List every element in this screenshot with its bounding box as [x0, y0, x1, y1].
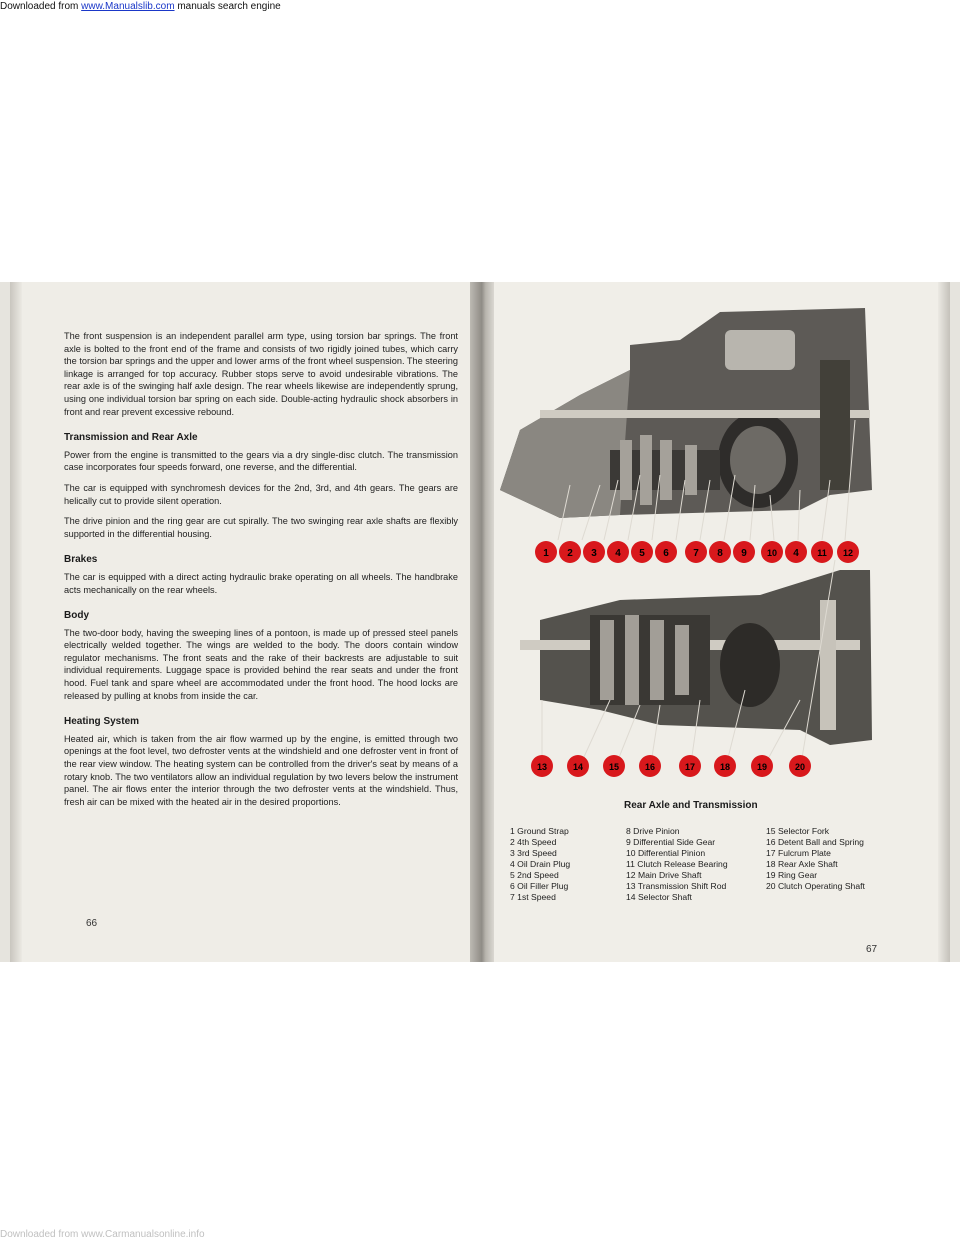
- section-paragraph: The car is equipped with a direct acting hydraulic brake operating on all wheels. The handbrake acts mechanically on the rear wheels.: [64, 571, 458, 595]
- callout-badge: [535, 541, 557, 563]
- section-heading: Brakes: [64, 554, 98, 566]
- lower-transmission-view: [520, 560, 872, 770]
- callout-label: 18: [719, 762, 731, 772]
- callout-label: 9: [741, 548, 747, 559]
- callout-label: 15: [608, 762, 620, 772]
- callout-badge: [685, 541, 707, 563]
- intro-paragraph: The front suspension is an independent parallel arm type, using torsion bar springs. The front axle is bolted to the front end of the frame and consists of two rigidly joined tubes, which carry the torsion bar springs and the upper and lower arms of the front wheel suspension. The steering linkage is arranged for top accuracy. Rubber stops serve to avoid undesirable vibrations. The rear axle is of the swinging half axle design. The rear wheels likewise are independently sprung, using one individual torsion bar spring on each side. Double-acting hydraulic shock absorbers in front and rear prevent excessive rebound.: [64, 331, 458, 417]
- callout-badge: [811, 541, 833, 563]
- legend-item: 1 Ground Strap: [510, 826, 569, 836]
- banner-suffix: manuals search engine: [177, 1, 281, 12]
- callout-badge: [655, 541, 677, 563]
- legend-column-3: [766, 826, 865, 892]
- legend-item: 2 4th Speed: [510, 837, 557, 847]
- legend-item: 5 2nd Speed: [510, 870, 559, 880]
- callout-badge: [567, 755, 589, 777]
- section-heading: Body: [64, 610, 89, 622]
- upper-transmission-view: [500, 308, 872, 540]
- callout-label: 1: [543, 548, 549, 559]
- callout-label: 4: [615, 548, 621, 559]
- left-page-edge: [10, 282, 22, 962]
- callout-label: 2: [567, 548, 573, 559]
- download-banner: [0, 0, 960, 14]
- callout-badge: [789, 755, 811, 777]
- legend-item: 18 Rear Axle Shaft: [766, 859, 838, 869]
- page-number-right: 67: [866, 944, 878, 955]
- legend-item: 9 Differential Side Gear: [626, 837, 716, 847]
- callout-label: 16: [644, 762, 656, 772]
- callout-badge: [639, 755, 661, 777]
- section-paragraph: Power from the engine is transmitted to the gears via a dry single-disc clutch. The transmission case incorporates four speeds forward, one reverse, and the differential.: [64, 449, 458, 473]
- page-number-left: 66: [86, 918, 98, 929]
- book-gutter: [470, 282, 496, 962]
- section-paragraph: The car is equipped with synchromesh devices for the 2nd, 3rd, and 4th gears. The gears are helically cut to provide silent operation.: [64, 482, 458, 506]
- diagram-caption: Rear Axle and Transmission: [624, 800, 758, 811]
- callout-label: 6: [663, 548, 669, 559]
- legend-item: 12 Main Drive Shaft: [626, 870, 702, 880]
- callout-badge: [709, 541, 731, 563]
- callout-label: 20: [794, 762, 806, 772]
- bottom-callouts: [531, 755, 811, 777]
- legend-item: 16 Detent Ball and Spring: [766, 837, 864, 847]
- right-page-edge: [938, 282, 950, 962]
- section-heading: Transmission and Rear Axle: [64, 432, 198, 444]
- callout-badge: [761, 541, 783, 563]
- callout-badge: [631, 541, 653, 563]
- top-callouts: [535, 541, 859, 563]
- callout-label: 11: [817, 548, 827, 558]
- callout-label: 12: [842, 548, 854, 558]
- callout-badge: [679, 755, 701, 777]
- legend-column-2: [626, 826, 728, 903]
- legend-item: 20 Clutch Operating Shaft: [766, 881, 865, 891]
- legend-item: 14 Selector Shaft: [626, 892, 692, 902]
- legend-item: 10 Differential Pinion: [626, 848, 706, 858]
- legend-item: 15 Selector Fork: [766, 826, 830, 836]
- section-paragraph: The drive pinion and the ring gear are cut spirally. The two swinging rear axle shafts are flexibly supported in the differential housing.: [64, 516, 458, 539]
- callout-badge: [603, 755, 625, 777]
- legend-column-1: [510, 826, 570, 903]
- callout-label: 7: [693, 548, 699, 559]
- left-page-text: [64, 330, 458, 816]
- callout-label: 8: [717, 548, 723, 559]
- callout-badge: [583, 541, 605, 563]
- callout-label: 13: [536, 762, 548, 772]
- legend-item: 6 Oil Filler Plug: [510, 881, 569, 891]
- callout-badge: [714, 755, 736, 777]
- legend-item: 4 Oil Drain Plug: [510, 859, 571, 869]
- callout-label: 19: [756, 762, 768, 772]
- callout-label: 10: [766, 548, 778, 558]
- legend-item: 11 Clutch Release Bearing: [626, 859, 728, 869]
- legend-item: 7 1st Speed: [510, 892, 556, 902]
- callout-badge: [531, 755, 553, 777]
- callout-badge: [559, 541, 581, 563]
- section-paragraph: Heated air, which is taken from the air flow warmed up by the engine, is emitted through two openings at the foot level, two defroster vents at the windshield and one defroster vent in front of the rear view window. The heating system can be controlled from the driver's seat by means of a rotary knob. The two ventilators allow an individual regulation by two levers below the instrument panel. The air flows enter the interior through the two defroster vents at the windshield. Thus, fresh air can be mixed with the heated air in the desired proportions.: [64, 733, 458, 807]
- legend-item: 17 Fulcrum Plate: [766, 848, 831, 858]
- banner-prefix: Downloaded from: [0, 1, 79, 12]
- footer-watermark: Downloaded from www.Carmanualsonline.info: [0, 1229, 205, 1240]
- callout-label: 5: [639, 548, 645, 559]
- callout-label: 17: [684, 762, 696, 772]
- legend-item: 8 Drive Pinion: [626, 826, 680, 836]
- section-heading: Heating System: [64, 716, 140, 728]
- callout-badge: [837, 541, 859, 563]
- callout-badge: [785, 541, 807, 563]
- legend-item: 13 Transmission Shift Rod: [626, 881, 727, 891]
- manualslib-link[interactable]: www.Manualslib.com: [81, 1, 175, 12]
- legend-item: 3 3rd Speed: [510, 848, 557, 858]
- transmission-cutaway-diagram: [500, 300, 880, 780]
- legend-item: 19 Ring Gear: [766, 870, 818, 880]
- callout-badge: [751, 755, 773, 777]
- callout-badge: [733, 541, 755, 563]
- callout-label: 4: [793, 548, 799, 559]
- callout-label: 3: [591, 548, 597, 559]
- callout-badge: [607, 541, 629, 563]
- callout-label: 14: [572, 762, 584, 772]
- section-paragraph: The two-door body, having the sweeping lines of a pontoon, is made up of pressed steel panels electrically welded together. The wings are welded to the body. The doors contain window regulator mechanisms. The front seats and the rake of their backrests are adjustable to suit individual requirements. Luggage space is provided behind the rear seats and under the front hood. Fuel tank and spare wheel are accommodated under the front hood. The hood locks are released by pulling at knobs from inside the car.: [64, 627, 458, 701]
